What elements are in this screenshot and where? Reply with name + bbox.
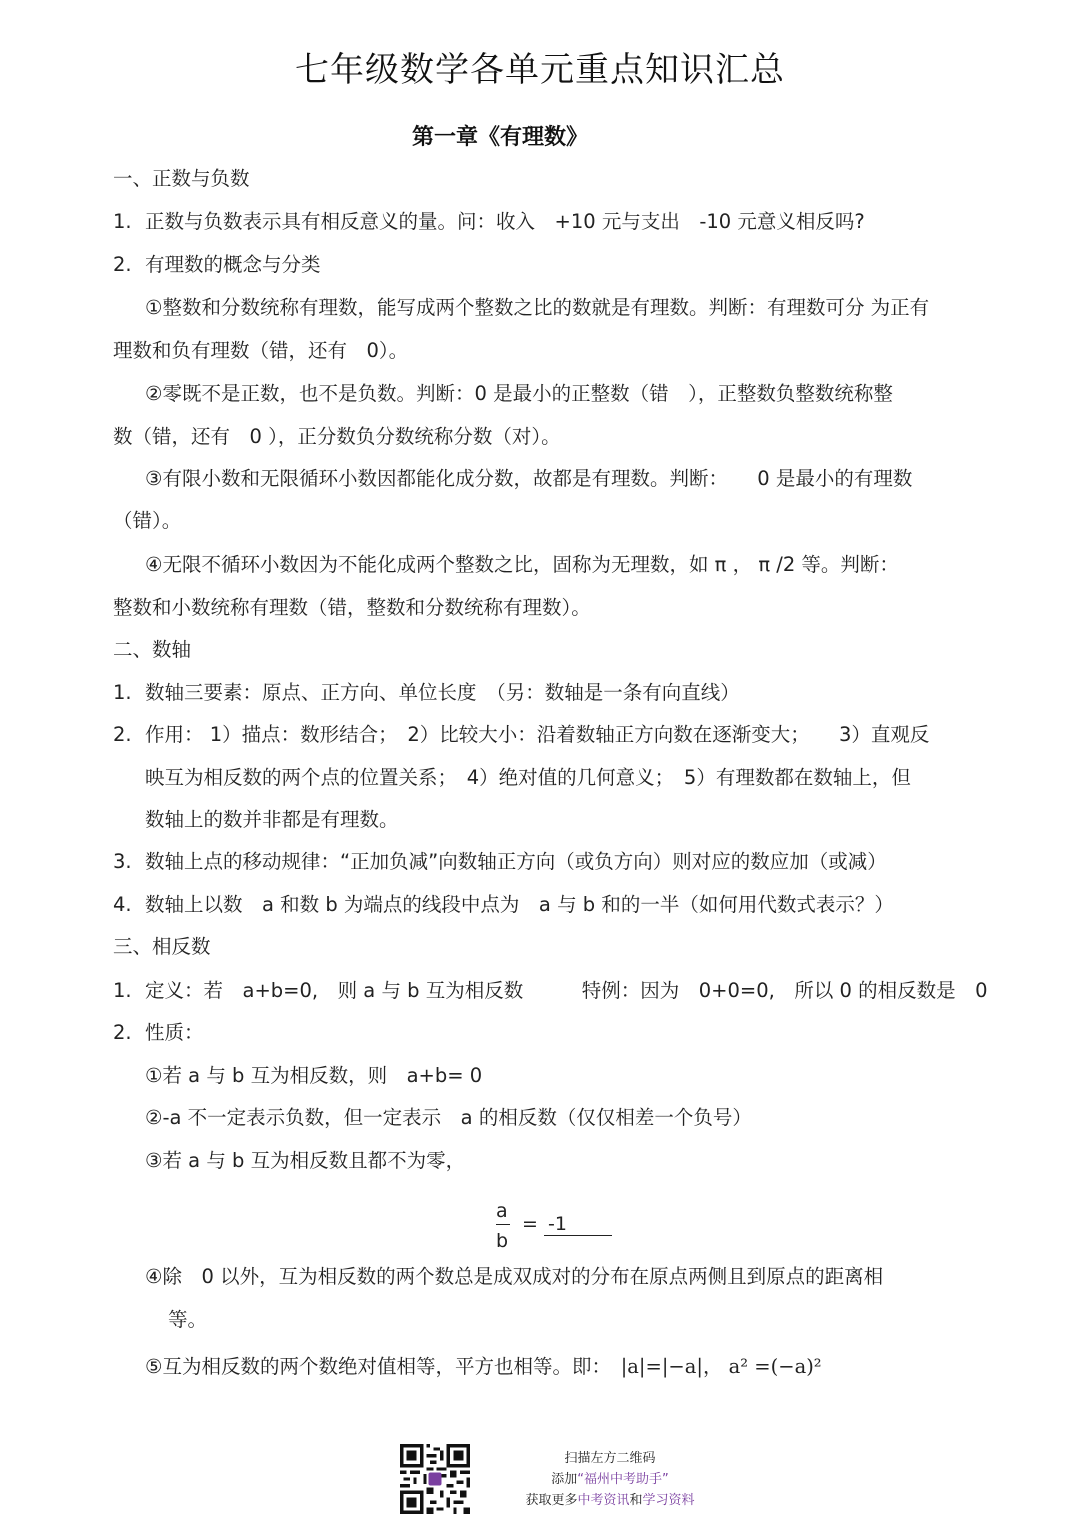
list-item (113, 848, 887, 876)
item-text: 定义：若 a+b=0, 则 a 与 b 互为相反数 特例：因为 0+0=0, 所以 0 的相反数是 0 (145, 979, 988, 1002)
fraction-bar (496, 1224, 510, 1225)
section-heading: 二、数轴 (113, 638, 192, 661)
paragraph-line: ②零既不是正数，也不是负数。判断：0 是最小的正整数（错 ），正整数负整数统称整 (145, 382, 893, 405)
item-number: 1. (113, 979, 132, 1002)
list-item (113, 208, 865, 236)
item-number: 1. (113, 681, 132, 704)
fraction-answer: -1 (544, 1213, 612, 1236)
section-heading: 一、正数与负数 (113, 167, 250, 190)
item-text: 有理数的概念与分类 (145, 253, 321, 276)
item-text: 数轴上点的移动规律：“正加负减”向数轴正方向（或负方向）则对应的数应加（或减） (145, 850, 887, 873)
qr-code-icon[interactable] (400, 1444, 470, 1514)
paragraph-line: ①整数和分数统称有理数，能写成两个整数之比的数就是有理数。判断：有理数可分 为正有 (145, 296, 930, 319)
paragraph-line: 理数和负有理数（错，还有 0）。 (113, 339, 409, 362)
paragraph-line: 等。 (168, 1308, 208, 1331)
list-item (113, 1019, 204, 1047)
list-item (113, 977, 988, 1005)
footer-line-1: 扫描左方二维码 (564, 1451, 656, 1466)
list-item (113, 251, 321, 279)
item-number: 2. (113, 253, 132, 276)
paragraph-line: 映互为相反数的两个点的位置关系； 4）绝对值的几何意义； 5）有理数都在数轴上，但 (145, 766, 911, 789)
chapter-heading: 第一章《有理数》 (411, 125, 588, 150)
paragraph-line: （错）。 (113, 509, 182, 532)
equals-sign: = (522, 1213, 538, 1235)
list-item (113, 679, 740, 707)
footer-promo (400, 1444, 720, 1516)
item-text: 性质： (145, 1021, 204, 1044)
list-item (113, 721, 929, 749)
item-text: 正数与负数表示具有相反意义的量。问：收入 +10 元与支出 -10 元意义相反吗? (145, 210, 865, 233)
paragraph-line: ④无限不循环小数因为不能化成两个整数之比，固称为无理数，如 π ， π /2 等。判断： (145, 553, 899, 576)
paragraph-line: 数（错，还有 0 ），正分数负分数统称分数（对）。 (113, 425, 561, 448)
paragraph-line: ③有限小数和无限循环小数因都能化成分数，故都是有理数。判断： 0 是最小的有理数 (145, 467, 913, 490)
footer-line-2: 添加“福州中考助手” (551, 1472, 669, 1487)
fraction-numerator: a (496, 1200, 508, 1222)
item-text: 数轴上以数 a 和数 b 为端点的线段中点为 a 与 b 和的一半（如何用代数式表示？） (145, 893, 894, 916)
item-number: 4. (113, 893, 132, 916)
section-heading: 三、相反数 (113, 935, 211, 958)
paragraph-line: ④除 0 以外，互为相反数的两个数总是成双成对的分布在原点两侧且到原点的距离相 (145, 1265, 884, 1288)
item-number: 2. (113, 723, 132, 746)
property-text: ⑤互为相反数的两个数绝对值相等，平方也相等。即： (145, 1355, 621, 1378)
highlight-news: 中考资讯 (577, 1493, 630, 1508)
item-number: 1. (113, 210, 132, 233)
item-text: 作用： 1）描点：数形结合； 2）比较大小：沿着数轴正方向数在逐渐变大； 3）直观反 (145, 723, 930, 746)
paragraph-line: ③若 a 与 b 互为相反数且都不为零， (145, 1149, 466, 1172)
abs-square-formula: |a|=|−a|， a² =(−a)² (620, 1355, 822, 1378)
paragraph-line: 整数和小数统称有理数（错，整数和分数统称有理数）。 (113, 596, 591, 619)
list-item (113, 891, 894, 919)
highlight-materials: 学习资料 (642, 1493, 695, 1508)
footer-line-3: 获取更多中考资讯和学习资料 (525, 1493, 695, 1508)
paragraph-line: ②-a 不一定表示负数，但一定表示 a 的相反数（仅仅相差一个负号） (145, 1106, 752, 1129)
paragraph-line: ①若 a 与 b 互为相反数，则 a+b= 0 (145, 1064, 483, 1087)
fraction-result (522, 1213, 612, 1236)
account-name: “福州中考助手” (577, 1472, 669, 1487)
item-text: 数轴三要素：原点、正方向、单位长度 （另：数轴是一条有向直线） (145, 681, 740, 704)
document-title: 七年级数学各单元重点知识汇总 (295, 50, 785, 90)
paragraph-line (145, 1353, 822, 1381)
paragraph-line: 数轴上的数并非都是有理数。 (145, 808, 399, 831)
item-number: 3. (113, 850, 132, 873)
item-number: 2. (113, 1021, 132, 1044)
footer-text (510, 1448, 710, 1511)
fraction-denominator: b (496, 1230, 509, 1252)
